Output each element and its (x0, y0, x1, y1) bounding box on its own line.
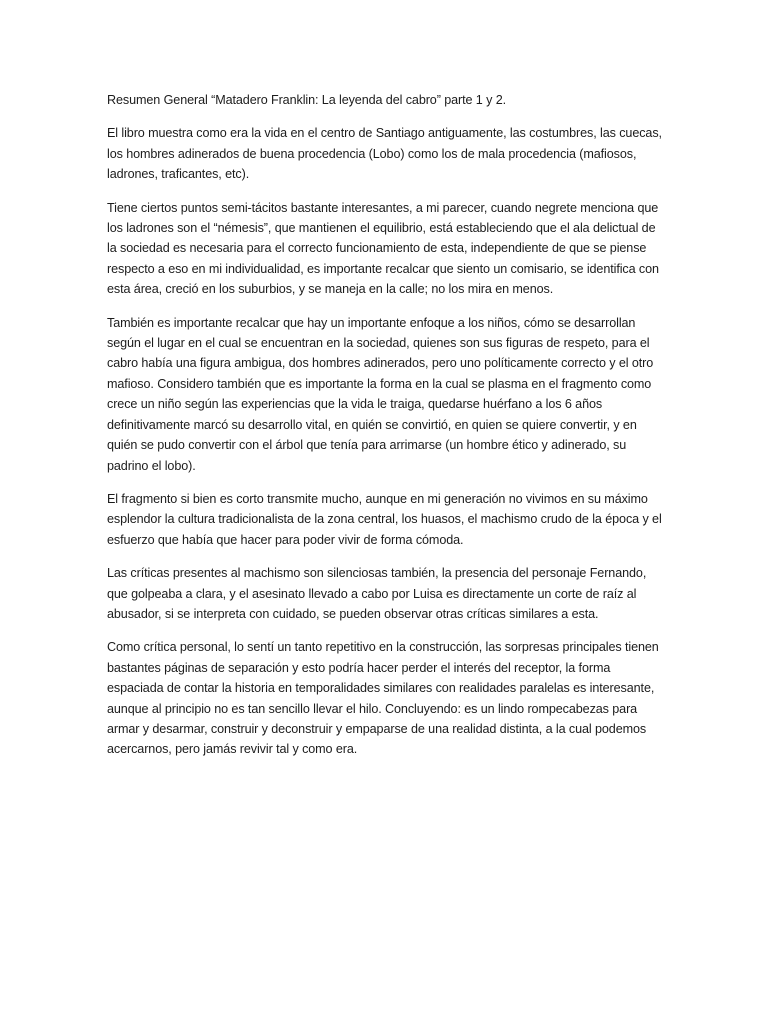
document-title: Resumen General “Matadero Franklin: La leyenda del cabro” parte 1 y 2. (107, 93, 507, 107)
paragraph-intro: El libro muestra como era la vida en el centro de Santiago antiguamente, las costumbres, las cuecas, los hombres adinerados de buena procedencia (Lobo) como los de mala procedencia (mafiosos, ladrones, traficantes, etc). (107, 126, 662, 182)
document-page (107, 90, 663, 773)
paragraph-machismo-critique: Las críticas presentes al machismo son silenciosas también, la presencia del personaje Fernando, que golpeaba a clara, y el asesinato llevado a cabo por Luisa es directamente un corte de raíz al abusador, si se interpreta con cuidado, se pueden observar otras críticas similares a esta. (107, 566, 647, 621)
paragraph-fragment: El fragmento si bien es corto transmite mucho, aunque en mi generación no vivimos en su máximo esplendor la cultura tradicionalista de la zona central, los huasos, el machismo crudo de la época y el esfuerzo que había que hacer para poder vivir de forma cómoda. (107, 491, 662, 547)
paragraph-personal-critique: Como crítica personal, lo sentí un tanto repetitivo en la construcción, las sorpresas principales tienen bastantes páginas de separación y esto podría hacer perder el interés del receptor, la forma espaciada de contar la historia en temporalidades similares con realidades paralelas es interesante, aunque al principio no es tan sencillo llevar el hilo. Concluyendo: es un lindo rompecabezas para armar y desarmar, construir y deconstruir y empaparse de una realidad distinta, a la cual podemos acercarnos, pero jamás revivir tal y como era. (107, 640, 659, 757)
paragraph-semi-tacit-points: Tiene ciertos puntos semi-tácitos bastante interesantes, a mi parecer, cuando negrete menciona que los ladrones son el “némesis”, que mantienen el equilibrio, está estableciendo que el ala delictual de la sociedad es necesaria para el correcto funcionamiento de esta, independiente de que se piense respecto a eso en mi individualidad, es importante recalcar que siento un comisario, se identifica con esta área, creció en los suburbios, y se maneja en la calle; no los mira en menos. (107, 200, 659, 297)
paragraph-children-focus: También es importante recalcar que hay un importante enfoque a los niños, cómo se desarrollan según el lugar en el cual se encuentran en la sociedad, quienes son sus figuras de respeto, para el cabro había una figura ambigua, dos hombres adinerados, pero uno políticamente correcto y el otro mafioso. Considero también que es importante la forma en la cual se plasma en el fragmento como crece un niño según las experiencias que la vida le traiga, quedarse huérfano a los 6 años definitivamente marcó su desarrollo vital, en quién se convirtió, en quien se quiere convertir, y en quién se pudo convertir con el árbol que tenía para arrimarse (un hombre ético y adinerado, su padrino el lobo). (107, 315, 654, 473)
